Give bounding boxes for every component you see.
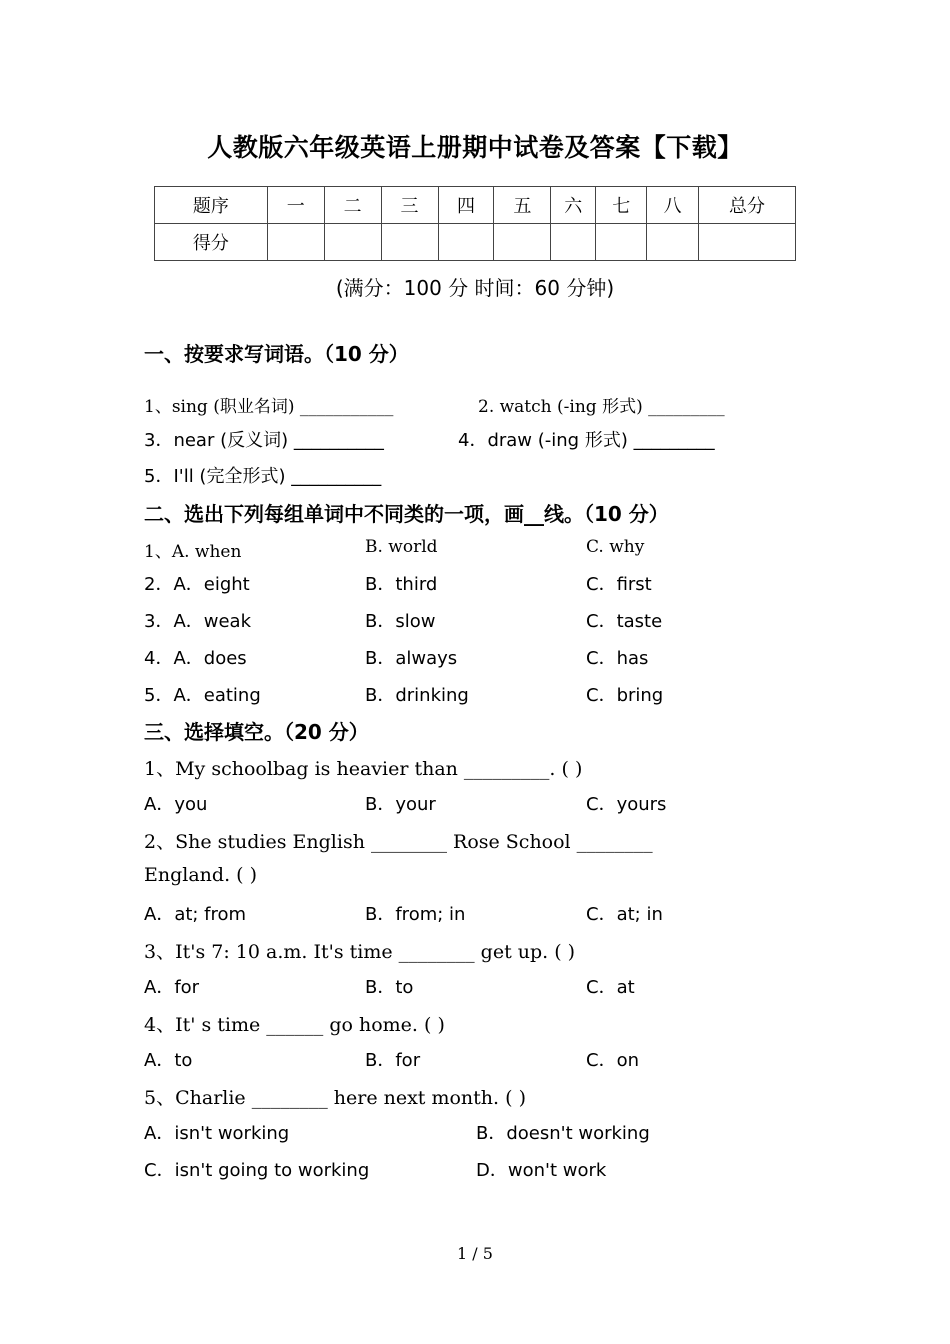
section2-row1-b: B. world: [365, 537, 438, 557]
section2-row3-a: 3．A．weak: [144, 611, 252, 632]
header-cell: 八: [647, 187, 699, 224]
section1-q1: 1、sing (职业名词) ___________: [144, 397, 394, 417]
score-cell: [438, 224, 494, 261]
section3-q3-opt-a: A．for: [144, 977, 200, 998]
section3-q4-opt-c: C．on: [586, 1050, 639, 1071]
section1-q5: 5．I'll (完全形式) __________: [144, 466, 382, 487]
section2-row1-a: 1、A. when: [144, 542, 242, 562]
page-number: 1 / 5: [457, 1244, 493, 1263]
header-cell: 总分: [699, 187, 796, 224]
header-cell: 题序: [155, 187, 268, 224]
section3-heading: 三、选择填空。（20 分）: [144, 720, 369, 744]
section3-q5: 5、Charlie ________ here next month. ( ): [144, 1087, 526, 1109]
section3-q2-line1: 2、She studies English ________ Rose School ________: [144, 831, 653, 853]
score-table: [154, 186, 796, 261]
section2-row3-c: C．taste: [586, 611, 663, 632]
score-cell: [596, 224, 647, 261]
section1-q3: 3．near (反义词) __________: [144, 430, 384, 451]
section2-row2-c: C．first: [586, 574, 652, 595]
score-cell: [267, 224, 324, 261]
section3-q2-line2: England. ( ): [144, 864, 258, 886]
section2-row1-c: C. why: [586, 537, 645, 557]
score-cell: [324, 224, 381, 261]
section2-row2-a: 2．A．eight: [144, 574, 250, 595]
score-cell: [551, 224, 596, 261]
row-label: 得分: [155, 224, 268, 261]
score-table-header-row: [155, 187, 796, 224]
section3-q1: 1、My schoolbag is heavier than _________. ( ): [144, 758, 583, 780]
section3-q5-opt-b: B．doesn't working: [476, 1123, 650, 1144]
section2-row2-b: B．third: [365, 574, 438, 595]
section1-heading: 一、按要求写词语。（10 分）: [144, 342, 409, 366]
section3-q2-opt-c: C．at; in: [586, 904, 663, 925]
section2-row5-a: 5．A．eating: [144, 685, 261, 706]
header-cell: 四: [438, 187, 494, 224]
section3-q1-opt-a: A．you: [144, 794, 208, 815]
section2-row5-c: C．bring: [586, 685, 664, 706]
section3-q4: 4、It' s time ______ go home. ( ): [144, 1014, 445, 1036]
section3-q4-opt-b: B．for: [365, 1050, 421, 1071]
score-cell: [647, 224, 699, 261]
header-cell: 七: [596, 187, 647, 224]
section3-q5-opt-d: D．won't work: [476, 1160, 607, 1181]
score-table-score-row: [155, 224, 796, 261]
section3-q5-opt-a: A．isn't working: [144, 1123, 290, 1144]
section2-heading: 二、选出下列每组单词中不同类的一项，画__线。（10 分）: [144, 502, 669, 526]
section1-q4: 4．draw (-ing 形式) _________: [458, 430, 715, 451]
section3-q4-opt-a: A．to: [144, 1050, 193, 1071]
section3-q5-opt-c: C．isn't going to working: [144, 1160, 370, 1181]
section2-row4-c: C．has: [586, 648, 649, 669]
section2-row4-a: 4．A．does: [144, 648, 247, 669]
section2-row4-b: B．always: [365, 648, 458, 669]
page-title: 人教版六年级英语上册期中试卷及答案【下载】: [207, 133, 743, 162]
section3-q3-opt-c: C．at: [586, 977, 635, 998]
section3-q2-opt-a: A．at; from: [144, 904, 247, 925]
section3-q1-opt-b: B．your: [365, 794, 436, 815]
section2-row3-b: B．slow: [365, 611, 436, 632]
section3-q1-opt-c: C．yours: [586, 794, 667, 815]
exam-info: (满分：100 分 时间：60 分钟): [335, 276, 615, 300]
header-cell: 三: [381, 187, 438, 224]
header-cell: 六: [551, 187, 596, 224]
section3-q2-opt-b: B．from; in: [365, 904, 466, 925]
section3-q3: 3、It's 7: 10 a.m. It's time ________ get up. ( ): [144, 941, 576, 963]
score-cell: [699, 224, 796, 261]
score-cell: [494, 224, 551, 261]
header-cell: 一: [267, 187, 324, 224]
section2-row5-b: B．drinking: [365, 685, 469, 706]
header-cell: 五: [494, 187, 551, 224]
section1-q2: 2. watch (-ing 形式) _________: [478, 397, 725, 417]
score-cell: [381, 224, 438, 261]
header-cell: 二: [324, 187, 381, 224]
section3-q3-opt-b: B．to: [365, 977, 414, 998]
